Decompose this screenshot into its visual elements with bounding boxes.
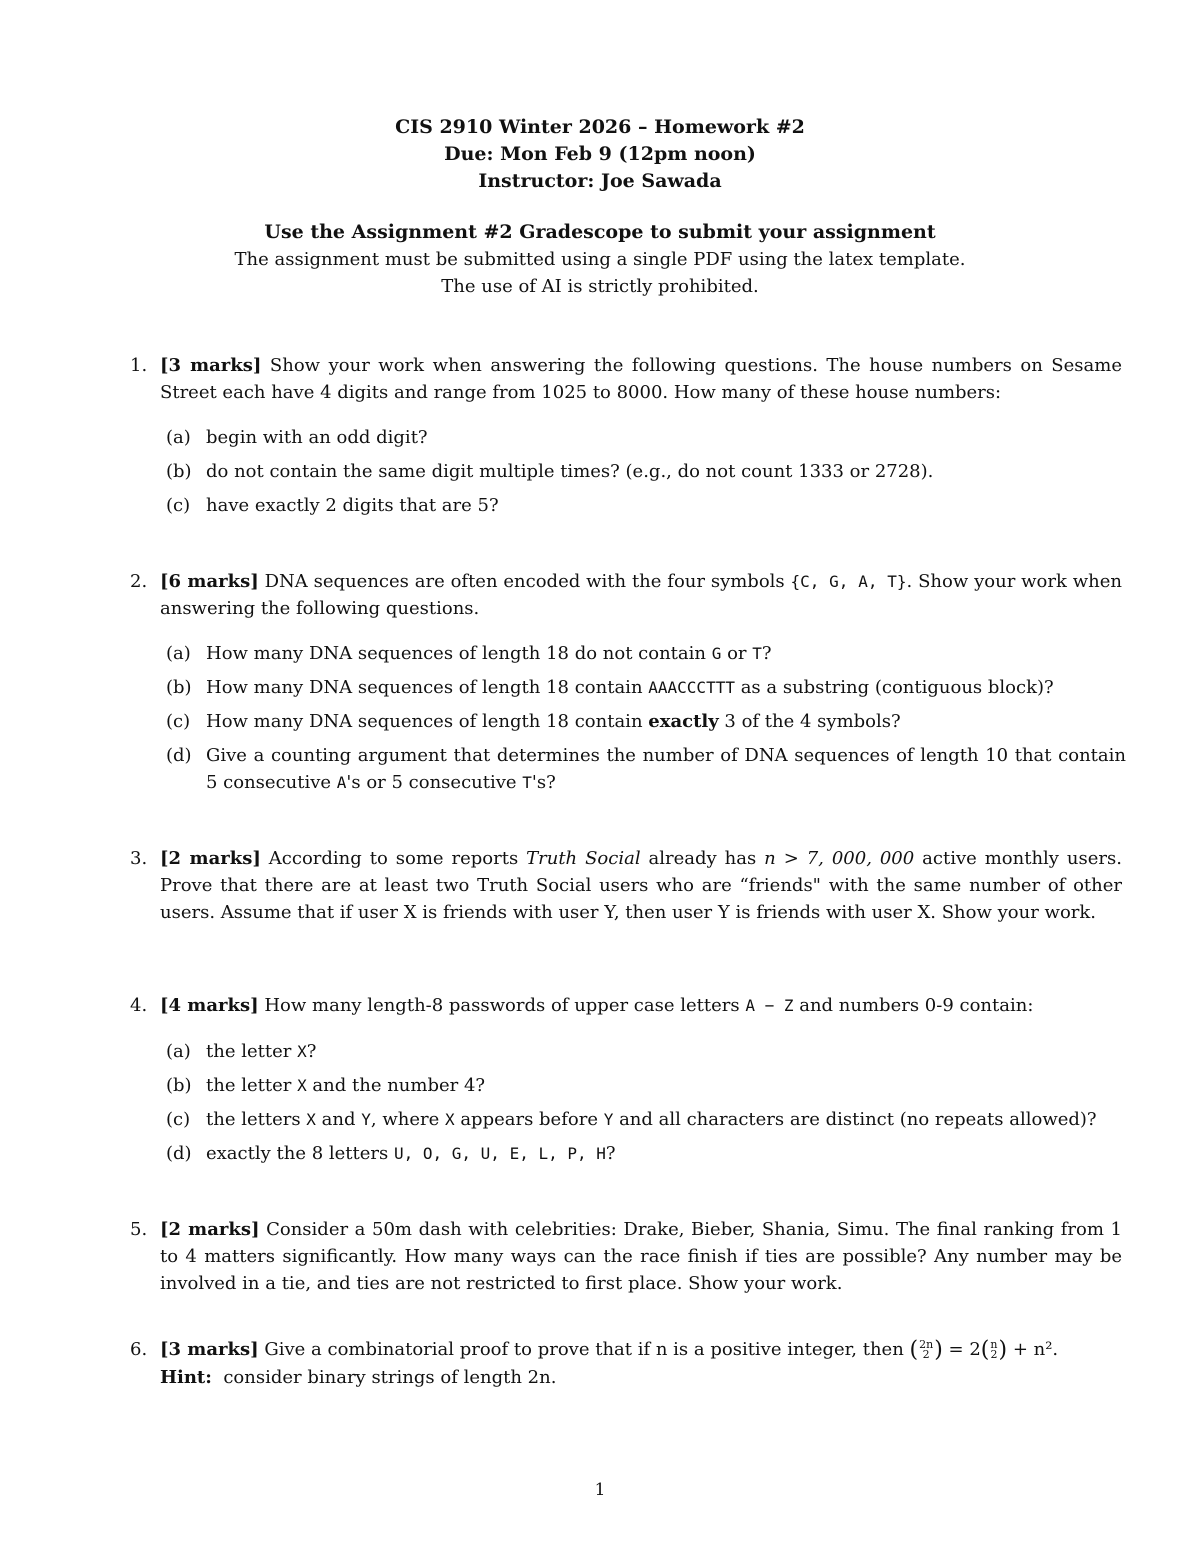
question-text — [160, 992, 1122, 1019]
question-2 — [130, 568, 1122, 622]
part-text-post: and all characters are distinct (no repeats allowed)? — [613, 1109, 1097, 1130]
page-number: 1 — [594, 1480, 606, 1500]
question-2-part-a — [166, 640, 1126, 667]
format-note: The assignment must be submitted using a single PDF using the latex template. — [234, 249, 966, 270]
due-date: Due: Mon Feb 9 (12pm noon) — [444, 143, 756, 165]
question-body: According to some reports — [268, 848, 527, 869]
binomial-formula: (2n 2 ) = 2(n 2) + n². — [909, 1337, 1059, 1363]
ai-policy-note: The use of AI is strictly prohibited. — [441, 276, 759, 297]
question-body-post: active monthly users. Prove that there are at least two Truth Social users who are “friends" with the same number of other users. Assume that if user X is friends with user Y, then user Y is friends with user X. Show your work. — [160, 848, 1122, 923]
binom-bottom: 2 — [990, 1348, 998, 1361]
part-text: do not contain the same digit multiple times? (e.g., do not count 1333 or 2728). — [206, 461, 934, 482]
question-body-cont: . Show your work when answering the following questions. — [160, 571, 1122, 619]
question-body: DNA sequences are often encoded with the four symbols — [264, 571, 785, 592]
part-label: (d) — [166, 745, 192, 766]
marks-label: [2 marks] — [160, 848, 261, 869]
part-label: (a) — [166, 427, 191, 448]
part-label: (c) — [166, 495, 191, 516]
instructor: Instructor: Joe Sawada — [478, 170, 722, 192]
question-body: Show your work when answering the following questions. The house numbers on Sesame Street each have 4 digits and range from 1025 to 8000. How many of these house numbers: — [160, 355, 1122, 403]
part-text — [206, 708, 1126, 735]
part-label: (c) — [166, 711, 191, 732]
part-text-post: as a substring (contiguous block)? — [734, 677, 1054, 698]
emphasis: exactly — [648, 711, 719, 732]
question-1-part-a — [166, 424, 1126, 451]
symbol: Y — [361, 1110, 371, 1129]
question-2-part-c — [166, 708, 1126, 735]
question-4-part-a — [166, 1038, 1126, 1065]
hint-label: Hint: — [160, 1366, 212, 1388]
question-4-part-c — [166, 1106, 1126, 1133]
marks-label: [2 marks] — [160, 1219, 260, 1240]
part-label: (c) — [166, 1109, 191, 1130]
part-label: (a) — [166, 1041, 191, 1062]
symbol-set: {C, G, A, T} — [790, 572, 907, 591]
question-body: How many length-8 passwords of upper case letters — [264, 995, 746, 1016]
substring: AAACCCTTT — [648, 678, 735, 697]
letter-range: A − Z — [745, 996, 794, 1015]
part-text-pre: Give a counting argument that determines the number of DNA sequences of length 10 that contain 5 consecutive — [206, 745, 1126, 793]
part-text-pre: How many DNA sequences of length 18 do not contain — [206, 643, 712, 664]
question-number: 5. — [130, 1219, 148, 1240]
part-label: (b) — [166, 1075, 192, 1096]
question-body-mid: already has — [640, 848, 765, 869]
part-text-post: ? — [306, 1041, 317, 1062]
question-text — [160, 568, 1122, 622]
symbol: G — [711, 644, 722, 663]
question-number: 6. — [130, 1339, 148, 1360]
part-text — [206, 640, 1126, 667]
symbol: T — [522, 773, 532, 792]
document-title: CIS 2910 Winter 2026 – Homework #2 — [395, 116, 805, 138]
part-text-pre: How many DNA sequences of length 18 contain — [206, 677, 649, 698]
part-text-post: and the number 4? — [306, 1075, 486, 1096]
question-body: Give a combinatorial proof to prove that if n is a positive integer, then — [264, 1339, 904, 1360]
marks-label: [3 marks] — [160, 355, 262, 376]
part-text — [206, 674, 1126, 701]
question-body: Consider a 50m dash with celebrities: Drake, Bieber, Shania, Simu. The final ranking from 1 to 4 matters significantly. How many ways can the race finish if ties are possible? Any number may be involved in a tie, and ties are not restricted to first place. Show your work. — [160, 1219, 1122, 1294]
part-label: (d) — [166, 1143, 192, 1164]
platform-name: Truth Social — [526, 848, 641, 869]
binom-top: n — [990, 1338, 998, 1351]
part-text — [206, 1140, 1126, 1167]
formula-tail: + n². — [1012, 1339, 1059, 1360]
part-label: (b) — [166, 677, 192, 698]
question-number: 2. — [130, 571, 148, 592]
question-4-part-b — [166, 1072, 1126, 1099]
part-text-pre: the letter — [206, 1041, 298, 1062]
binom-bottom: 2 — [922, 1348, 930, 1361]
symbol: A — [336, 773, 347, 792]
binom-top: 2n — [919, 1338, 934, 1351]
part-text — [206, 742, 1126, 796]
part-text-pre: exactly the 8 letters — [206, 1143, 394, 1164]
part-text: have exactly 2 digits that are 5? — [206, 495, 499, 516]
question-1-part-c — [166, 492, 1126, 519]
question-1 — [130, 352, 1122, 406]
part-text — [206, 1038, 1126, 1065]
part-text: begin with an odd digit? — [206, 427, 428, 448]
symbol: X — [444, 1110, 455, 1129]
hint-text: consider binary strings of length 2n. — [223, 1366, 557, 1388]
part-text-post: 3 of the 4 symbols? — [718, 711, 901, 732]
question-text — [160, 1216, 1122, 1297]
question-number: 4. — [130, 995, 148, 1016]
part-text-pre: the letter — [206, 1075, 298, 1096]
part-text-post: ? — [761, 643, 772, 664]
question-2-part-b — [166, 674, 1126, 701]
question-text — [160, 845, 1122, 926]
question-5 — [130, 1216, 1122, 1297]
question-6 — [130, 1336, 1122, 1391]
part-text-mid: 's or 5 consecutive — [346, 772, 523, 793]
symbol: X — [297, 1076, 307, 1095]
part-text-mid: appears before — [454, 1109, 604, 1130]
part-text-mid: or — [721, 643, 753, 664]
symbol: X — [306, 1110, 316, 1129]
question-body-post: and numbers 0-9 contain: — [793, 995, 1034, 1016]
symbol: Y — [603, 1110, 614, 1129]
part-text-pre: How many DNA sequences of length 18 contain — [206, 711, 649, 732]
marks-label: [3 marks] — [160, 1339, 259, 1360]
question-3 — [130, 845, 1122, 926]
math-expression: n > 7, 000, 000 — [764, 848, 915, 869]
part-text-post: 's? — [531, 772, 556, 793]
part-label: (a) — [166, 643, 191, 664]
part-text-post: ? — [605, 1143, 616, 1164]
question-4-part-d — [166, 1140, 1126, 1167]
letter-list: U, O, G, U, E, L, P, H — [393, 1144, 606, 1163]
question-number: 3. — [130, 848, 148, 869]
part-text-mid: and — [315, 1109, 362, 1130]
submission-instruction: Use the Assignment #2 Gradescope to submit your assignment — [264, 221, 936, 243]
symbol: T — [752, 644, 762, 663]
marks-label: [6 marks] — [160, 571, 259, 592]
part-text — [206, 1072, 1126, 1099]
question-1-part-b — [166, 458, 1126, 485]
question-text — [160, 1336, 1122, 1391]
formula-equals: = 2 — [948, 1339, 981, 1360]
symbol: X — [297, 1042, 307, 1061]
question-2-part-d — [166, 742, 1126, 796]
part-text — [206, 1106, 1126, 1133]
part-label: (b) — [166, 461, 192, 482]
marks-label: [4 marks] — [160, 995, 259, 1016]
question-number: 1. — [130, 355, 148, 376]
question-text — [160, 352, 1122, 406]
question-4 — [130, 992, 1122, 1019]
part-text-pre: the letters — [206, 1109, 307, 1130]
part-text-mid: , where — [370, 1109, 445, 1130]
